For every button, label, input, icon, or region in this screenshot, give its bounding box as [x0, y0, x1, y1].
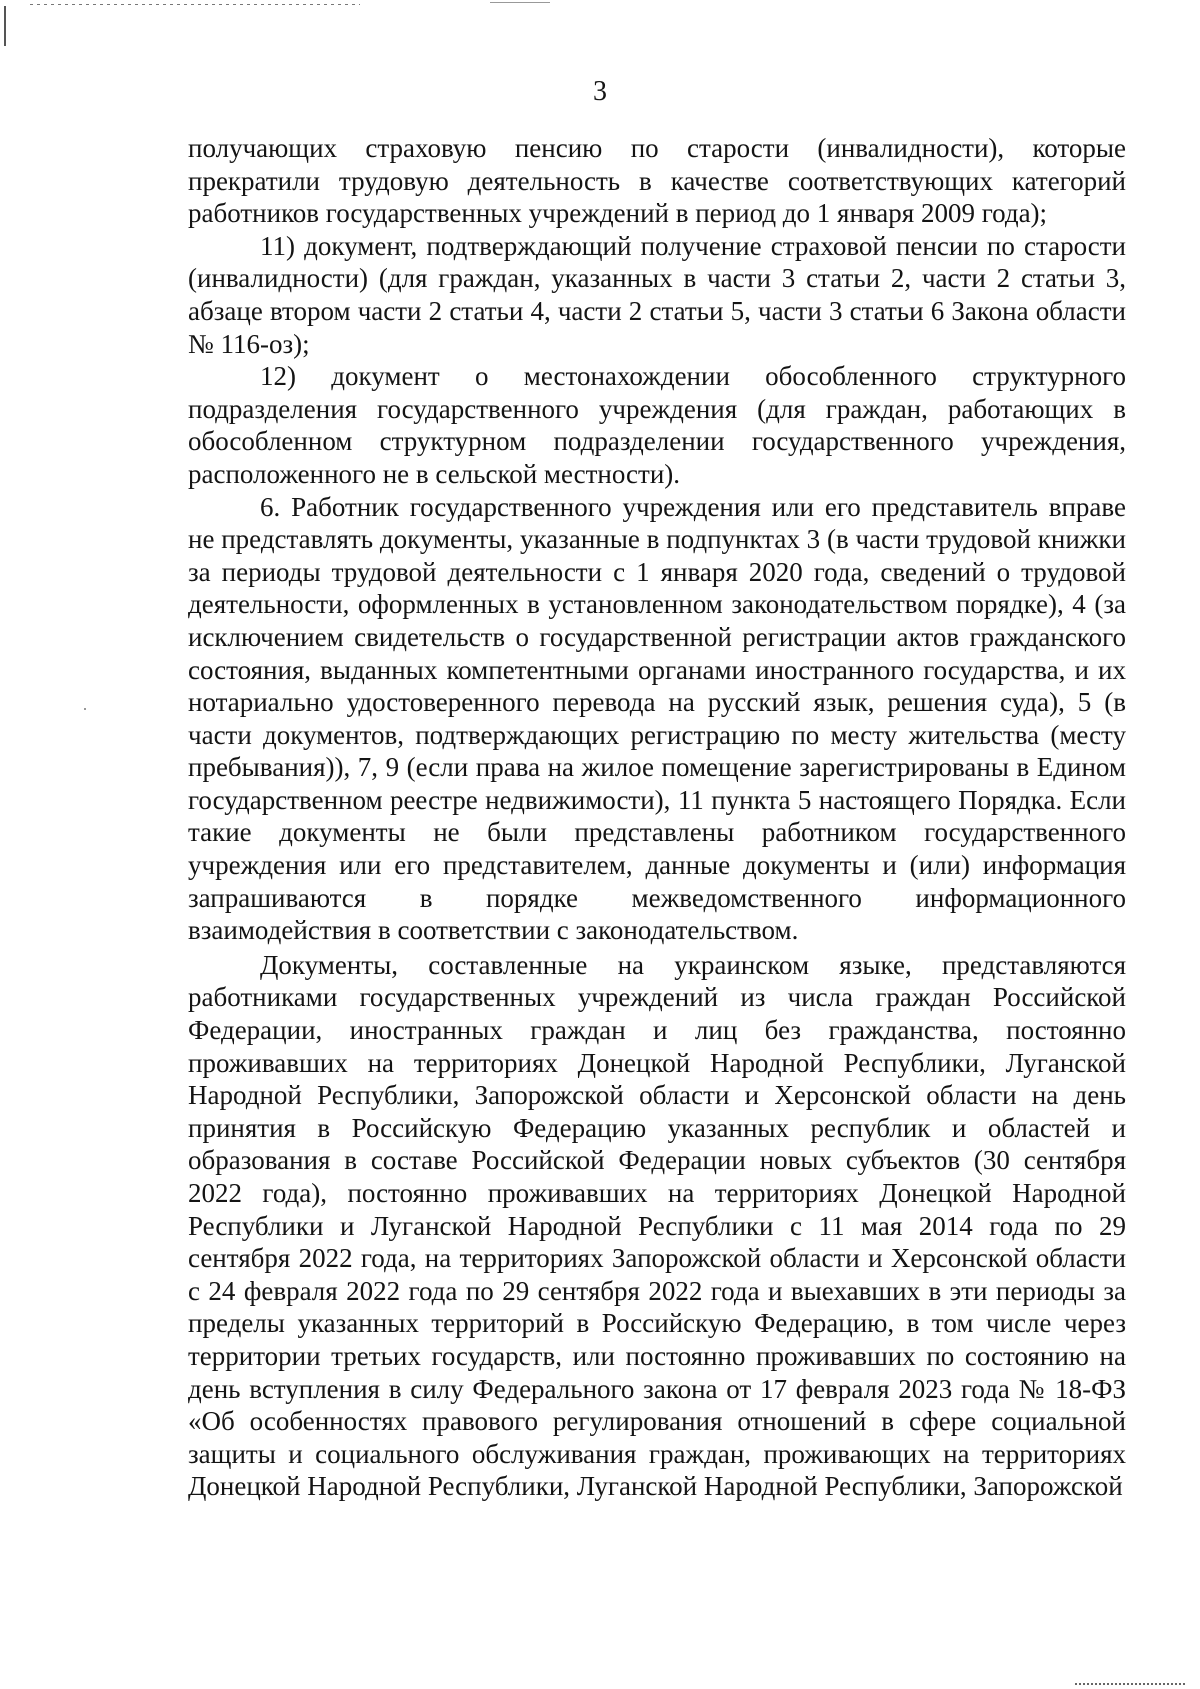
paragraph-ukrainian-documents: Документы, составленные на украинском языке, представляются работниками государственных учреждений из числа граждан Российской Федерации, иностранных граждан и лиц без гражданства, постоянно проживавших на территориях Донецкой Народной Республики, Луганской Народной Республики, Запорожской области и Херсонской области на день принятия в Российскую Федерацию указанных республик и областей и образования в составе Российской Федерации новых субъектов (30 сентября 2022 года), постоянно проживавших на территориях Донецкой Народной Республики и Луганской Народной Республики с 11 мая 2014 года по 29 сентября 2022 года, на территориях Запорожской области и Херсонской области с 24 февраля 2022 года по 29 сентября 2022 года и выехавших в эти периоды за пределы указанных территорий в Российскую Федерацию, в том числе через территории третьих государств, или постоянно проживавших по состоянию на день вступления в силу Федерального закона от 17 февраля 2023 года № 18-ФЗ «Об особенностях правового регулирования отношений в сфере социальной защиты и социального обслуживания граждан, проживающих на территориях Донецкой Народной Республики, Луганской Народной Республики, Запорожской: [188, 949, 1126, 1502]
scan-edge-mark: [490, 2, 550, 3]
paragraph-clause-6: 6. Работник государственного учреждения или его представитель вправе не представлять документы, указанные в подпунктах 3 (в части трудовой книжки за периоды трудовой деятельности с 1 января 2020 года, сведений о трудовой деятельности, оформленных в установленном законодательством порядке), 4 (за исключением свидетельств о государственной регистрации актов гражданского состояния, выданных компетентными органами иностранного государства, и их нотариально удостоверенного перевода на русский язык, решения суда), 5 (в части документов, подтверждающих регистрацию по месту жительства (месту пребывания)), 7, 9 (если права на жилое помещение зарегистрированы в Едином государственном реестре недвижимости), 11 пункта 5 настоящего Порядка. Если такие документы не были представлены работником государственного учреждения или его представителем, данные документы и (или) информация запрашиваются в порядке межведомственного информационного взаимодействия в соответствии с законодательством.: [188, 491, 1126, 946]
paragraph-item-12: 12) документ о местонахождении обособленного структурного подразделения государственного учреждения (для граждан, работающих в обособленном структурном подразделении государственного учреждения, расположенного не в сельской местности).: [188, 361, 1126, 489]
scan-speck: [84, 708, 86, 710]
paragraph-item-11: 11) документ, подтверждающий получение страховой пенсии по старости (инвалидности) (для граждан, указанных в части 3 статьи 2, части 2 статьи 3, абзаце втором части 2 статьи 4, части 2 статьи 5, части 3 статьи 6 Закона области № 116-оз);: [188, 230, 1126, 359]
document-body: [188, 132, 1126, 1503]
page-number: 3: [593, 76, 607, 107]
scan-edge-mark: [30, 4, 360, 5]
scan-edge-mark: [4, 6, 6, 46]
paragraph-continuation: получающих страховую пенсию по старости (инвалидности), которые прекратили трудовую деятельность в качестве соответствующих категорий работников государственных учреждений в период до 1 января 2009 года);: [188, 133, 1126, 229]
scan-edge-mark: [1075, 1683, 1185, 1685]
